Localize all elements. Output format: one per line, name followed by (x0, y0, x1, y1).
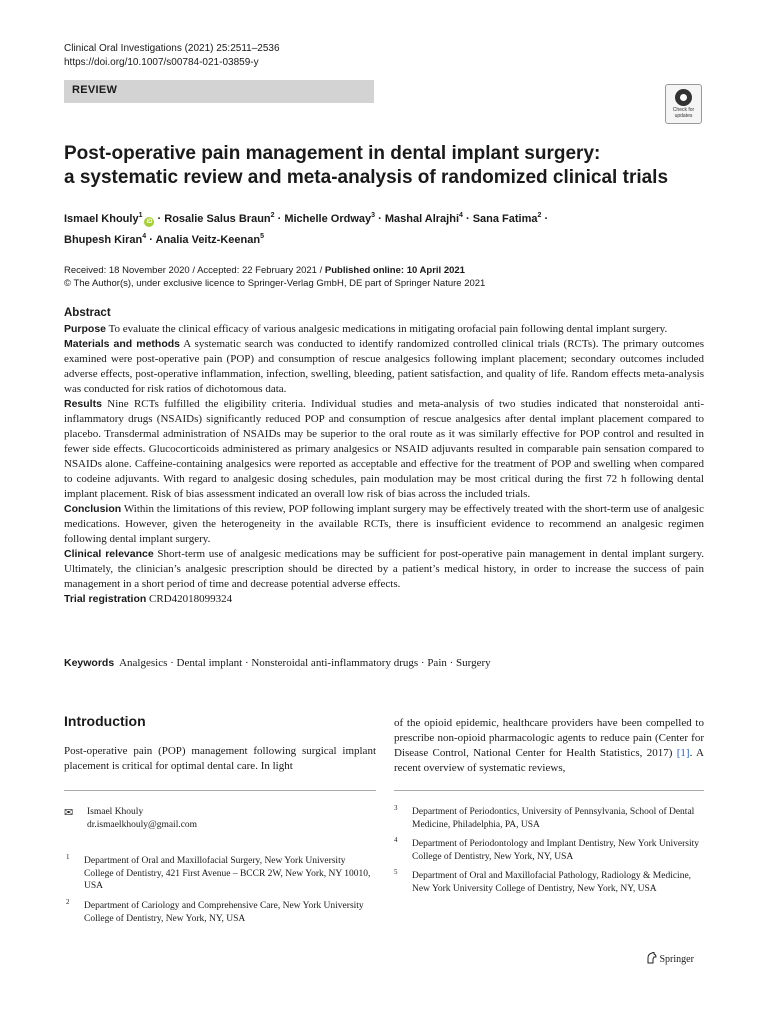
intro-text-left: Post-operative pain (POP) management following surgical implant placement is critical for optimal dental care. In light (64, 745, 376, 772)
footnote-divider (394, 790, 704, 791)
doi-link[interactable]: https://doi.org/10.1007/s00784-021-03859-y (64, 57, 259, 68)
author-name[interactable]: Michelle Ordway (284, 213, 372, 225)
registration-label: Trial registration (64, 593, 147, 605)
author-name[interactable]: Analia Veitz-Keenan (155, 234, 261, 246)
author-affiliation: 4 (459, 212, 463, 219)
abstract-conclusion (64, 502, 704, 547)
intro-text-right (394, 716, 704, 776)
affiliation-number: 5 (394, 868, 398, 876)
affiliation-2: Department of Cariology and Comprehensive Care, New York University College of Dentistry, New York, NY, USA (84, 901, 364, 924)
registration-text: CRD42018099324 (149, 593, 233, 605)
author-name[interactable]: Rosalie Salus Braun (164, 213, 271, 225)
publisher-logo (646, 952, 694, 965)
orcid-icon[interactable]: iD (146, 219, 153, 225)
author-name[interactable]: Sana Fatima (472, 213, 538, 225)
abstract-registration (64, 592, 704, 607)
author-affiliation: 2 (537, 212, 542, 219)
corresponding-author (87, 806, 367, 831)
update-icon (675, 89, 692, 106)
affiliation-number: 4 (394, 836, 398, 844)
affiliation-3: Department of Periodontics, University of Pennsylvania, School of Dental Medicine, Philadelphia, PA, USA (412, 807, 695, 830)
abstract-relevance (64, 547, 704, 592)
check-for-updates-badge[interactable] (665, 84, 702, 124)
publisher-name: Springer (659, 954, 694, 965)
relevance-text: Short-term use of analgesic medications may be sufficient for post-operative pain management in dental implant surgery. Ultimately, the clinician’s analgesic prescription should be directed by a patient’s medical history, in order to increase the success of pain management in a short period of time and decrease potential adverse effects. (64, 548, 705, 590)
affiliation-number: 1 (66, 853, 70, 861)
corresponding-name: Ismael Khouly (87, 807, 144, 817)
author-list: Ismael Khouly$^1$iD · Rosalie Salus Braun$^2$ · Michelle Ordway$^3$ · Mashal Alrajhi$^4$ · Sana Fatima$^2$ · Bhupesh Kiran$^4$ · Analia Veitz-Keenan$^5$ (64, 212, 549, 246)
intro-right-text-end: . A recent overview of systematic reviews, (394, 747, 704, 774)
abstract-purpose (64, 322, 704, 337)
conclusion-text: Within the limitations of this review, POP following implant surgery may be effectively treated with the short-term use of analgesic medications. However, given the heterogeneity in the available RCTs, there is insufficient evidence to recommend an analgesic regimen following dental implant surgery. (64, 503, 705, 545)
affiliation-1: Department of Oral and Maxillofacial Surgery, New York University College of Dentistry, 421 First Avenue – BCCR 2W, New York, NY 10010, USA (84, 856, 371, 891)
journal-citation: Clinical Oral Investigations (2021) 25:2511–2536 (64, 43, 280, 54)
methods-label: Materials and methods (64, 338, 180, 350)
corresponding-email[interactable]: dr.ismaelkhouly@gmail.com (87, 819, 198, 830)
author-affiliation: 1 (138, 212, 143, 219)
abstract-body (64, 322, 704, 607)
keywords-line (64, 657, 704, 669)
conclusion-label: Conclusion (64, 503, 122, 515)
affiliation-number: 3 (394, 804, 398, 812)
abstract-results (64, 397, 704, 502)
methods-text: A systematic search was conducted to identify randomized controlled clinical trials (RCTs). The primary outcomes examined were post-operative pain (POP) and consumption of rescue analgesics following implant placement; secondary outcomes included adverse effects, post-operative inflammation, infection, swelling, bleeding, patient satisfaction, and quality of life. Random effects meta-analysis was conducted for risk ratios of dichotomous data. (64, 338, 704, 395)
published-online-date: Published online: 10 April 2021 (324, 265, 465, 276)
publication-dates (64, 264, 465, 277)
article-title (64, 142, 704, 190)
abstract-heading: Abstract (64, 307, 111, 319)
keywords-label: Keywords (64, 657, 115, 669)
copyright-line (64, 277, 485, 290)
author-affiliation: 5 (260, 233, 264, 240)
copyright-icon: © (64, 278, 71, 289)
results-text: Nine RCTs fulfilled the eligibility criteria. Individual studies and meta-analysis of two studies indicated that nonsteroidal anti-inflammatory drugs (NSAIDs) significantly reduced POP and consumption of rescue analgesics after dental implant placement compared to placebo. Transdermal administration of NSAIDs may be superior to the oral route as it was similarly effective for POP control and resulted in fewer side effects. Glucocorticoids administered as primary analgesics or NSAID adjuvants resulted in comparable pain sensation compared to NSAIDs alone. Caffeine-containing analgesics were reported as acceptable and effective for the treatment of POP and swelling when compared to codeine adjuvants. With regard to analgesic dosing schedules, pain modulation may be most critical during the first 72 h following dental implant placement. Risk of bias assessment indicated an overall low risk of bias across the included trials. (64, 398, 704, 500)
title-line-2: a systematic review and meta-analysis of randomized clinical trials (64, 167, 669, 188)
author-name[interactable]: Ismael Khouly (64, 213, 139, 225)
author-affiliation: 2 (270, 212, 275, 219)
relevance-label: Clinical relevance (64, 548, 154, 560)
journal-header (64, 42, 280, 70)
citation-link[interactable]: [1] (676, 747, 690, 759)
affiliation-4: Department of Periodontology and Implant Dentistry, New York University College of Dentistry, New York, NY, USA (412, 839, 699, 862)
copyright-text: The Author(s), under exclusive licence to Springer-Verlag GmbH, DE part of Springer Nature 2021 (73, 278, 486, 289)
purpose-label: Purpose (64, 323, 107, 335)
affiliation-5: Department of Oral and Maxillofacial Pathology, Radiology & Medicine, New York University College of Dentistry, New York, NY, USA (412, 871, 692, 894)
title-line-1: Post-operative pain management in dental implant surgery: (64, 143, 601, 164)
envelope-icon: ✉ (64, 807, 74, 819)
article-type-label: REVIEW (72, 84, 118, 96)
purpose-text: To evaluate the clinical efficacy of various analgesic medications in mitigating orofacial pain following dental implant surgery. (108, 323, 668, 335)
introduction-heading: Introduction (64, 713, 146, 729)
received-accepted-dates: Received: 18 November 2020 / Accepted: 22 February 2021 / (64, 265, 325, 276)
author-affiliation: 4 (142, 233, 147, 240)
author-name[interactable]: Mashal Alrajhi (384, 213, 459, 225)
abstract-methods (64, 337, 704, 397)
horse-icon (646, 952, 657, 964)
check-updates-label: Check for updates (672, 107, 695, 119)
intro-right-text: of the opioid epidemic, healthcare providers have been compelled to prescribe non-opioid pharmacologic agents to reduce pain (Center for Disease Control, National Center for Health Statistics, 2017) (394, 717, 704, 759)
keywords-text: Analgesics · Dental implant · Nonsteroidal anti-inflammatory drugs · Pain · Surgery (119, 657, 491, 669)
author-name[interactable]: Bhupesh Kiran (64, 234, 143, 246)
article-type-bar (64, 80, 374, 103)
footnote-divider (64, 790, 376, 791)
affiliation-number: 2 (66, 898, 70, 906)
results-label: Results (64, 398, 102, 410)
author-affiliation: 3 (371, 212, 376, 219)
